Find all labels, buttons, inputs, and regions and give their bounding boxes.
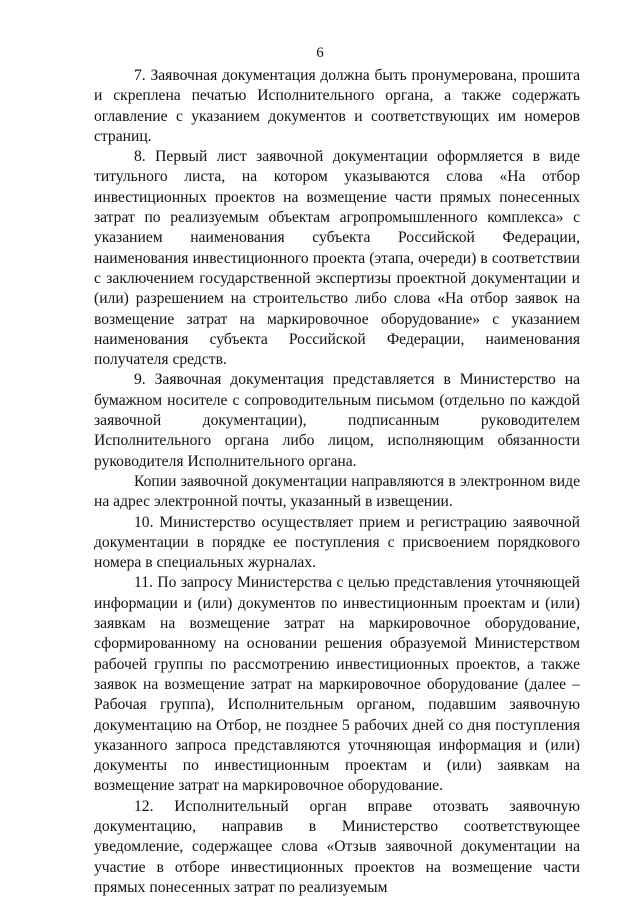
page-number: 6 (316, 45, 324, 61)
paragraph-12: 12. Исполнительный орган вправе отозвать заявочную документацию, направив в Министерство соответствующее уведомление, содержащее слова «Отзыв заявочной документации на участие в отборе инвестиционных проектов на возмещение части прямых понесенных затрат по реализуемым (94, 797, 580, 896)
paragraph-9-copies: Копии заявочной документации направляются в электронном виде на адрес электронной почты, указанный в извещении. (94, 472, 580, 511)
paragraph-8: 8. Первый лист заявочной документации оформляется в виде титульного листа, на котором указываются слова «На отбор инвестиционных проектов на возмещение части прямых понесенных затрат по реализуемым объектам агропромышленного комплекса» с указанием наименования субъекта Российской Федерации, наименования инвестиционного проекта (этапа, очереди) в соответствии с заключением государственной экспертизы проектной документации и (или) разрешением на строительство либо слова «На отбор заявок на возмещение затрат на маркировочное оборудование» с указанием наименования субъекта Российской Федерации, наименования получателя средств. (94, 148, 580, 369)
paragraph-7: 7. Заявочная документация должна быть пронумерована, прошита и скреплена печатью Исполнительного органа, а также содержать оглавление с указанием документов и соответствующих им номеров страниц. (94, 67, 580, 145)
paragraph-9: 9. Заявочная документация представляется в Министерство на бумажном носителе с сопроводительным письмом (отдельно по каждой заявочной документации), подписанным руководителем Исполнительного органа либо лицом, исполняющим обязанности руководителя Исполнительного органа. (94, 371, 580, 470)
document-body (94, 66, 580, 898)
paragraph-11: 11. По запросу Министерства с целью представления уточняющей информации и (или) документов по инвестиционным проектам и (или) заявкам на возмещение затрат на маркировочное оборудование, сформированному на основании решения образуемой Министерством рабочей группы по рассмотрению инвестиционных проектов, а также заявок на возмещение затрат на маркировочное оборудование (далее – Рабочая группа), Исполнительным органом, подавшим заявочную документацию на Отбор, не позднее 5 рабочих дней со дня поступления указанного запроса представляются уточняющая информация и (или) документы по инвестиционным проектам и (или) заявкам на возмещение затрат на маркировочное оборудование. (94, 574, 580, 795)
paragraph-10: 10. Министерство осуществляет прием и регистрацию заявочной документации в порядке ее поступления с присвоением порядкового номера в специальных журналах. (94, 513, 580, 572)
